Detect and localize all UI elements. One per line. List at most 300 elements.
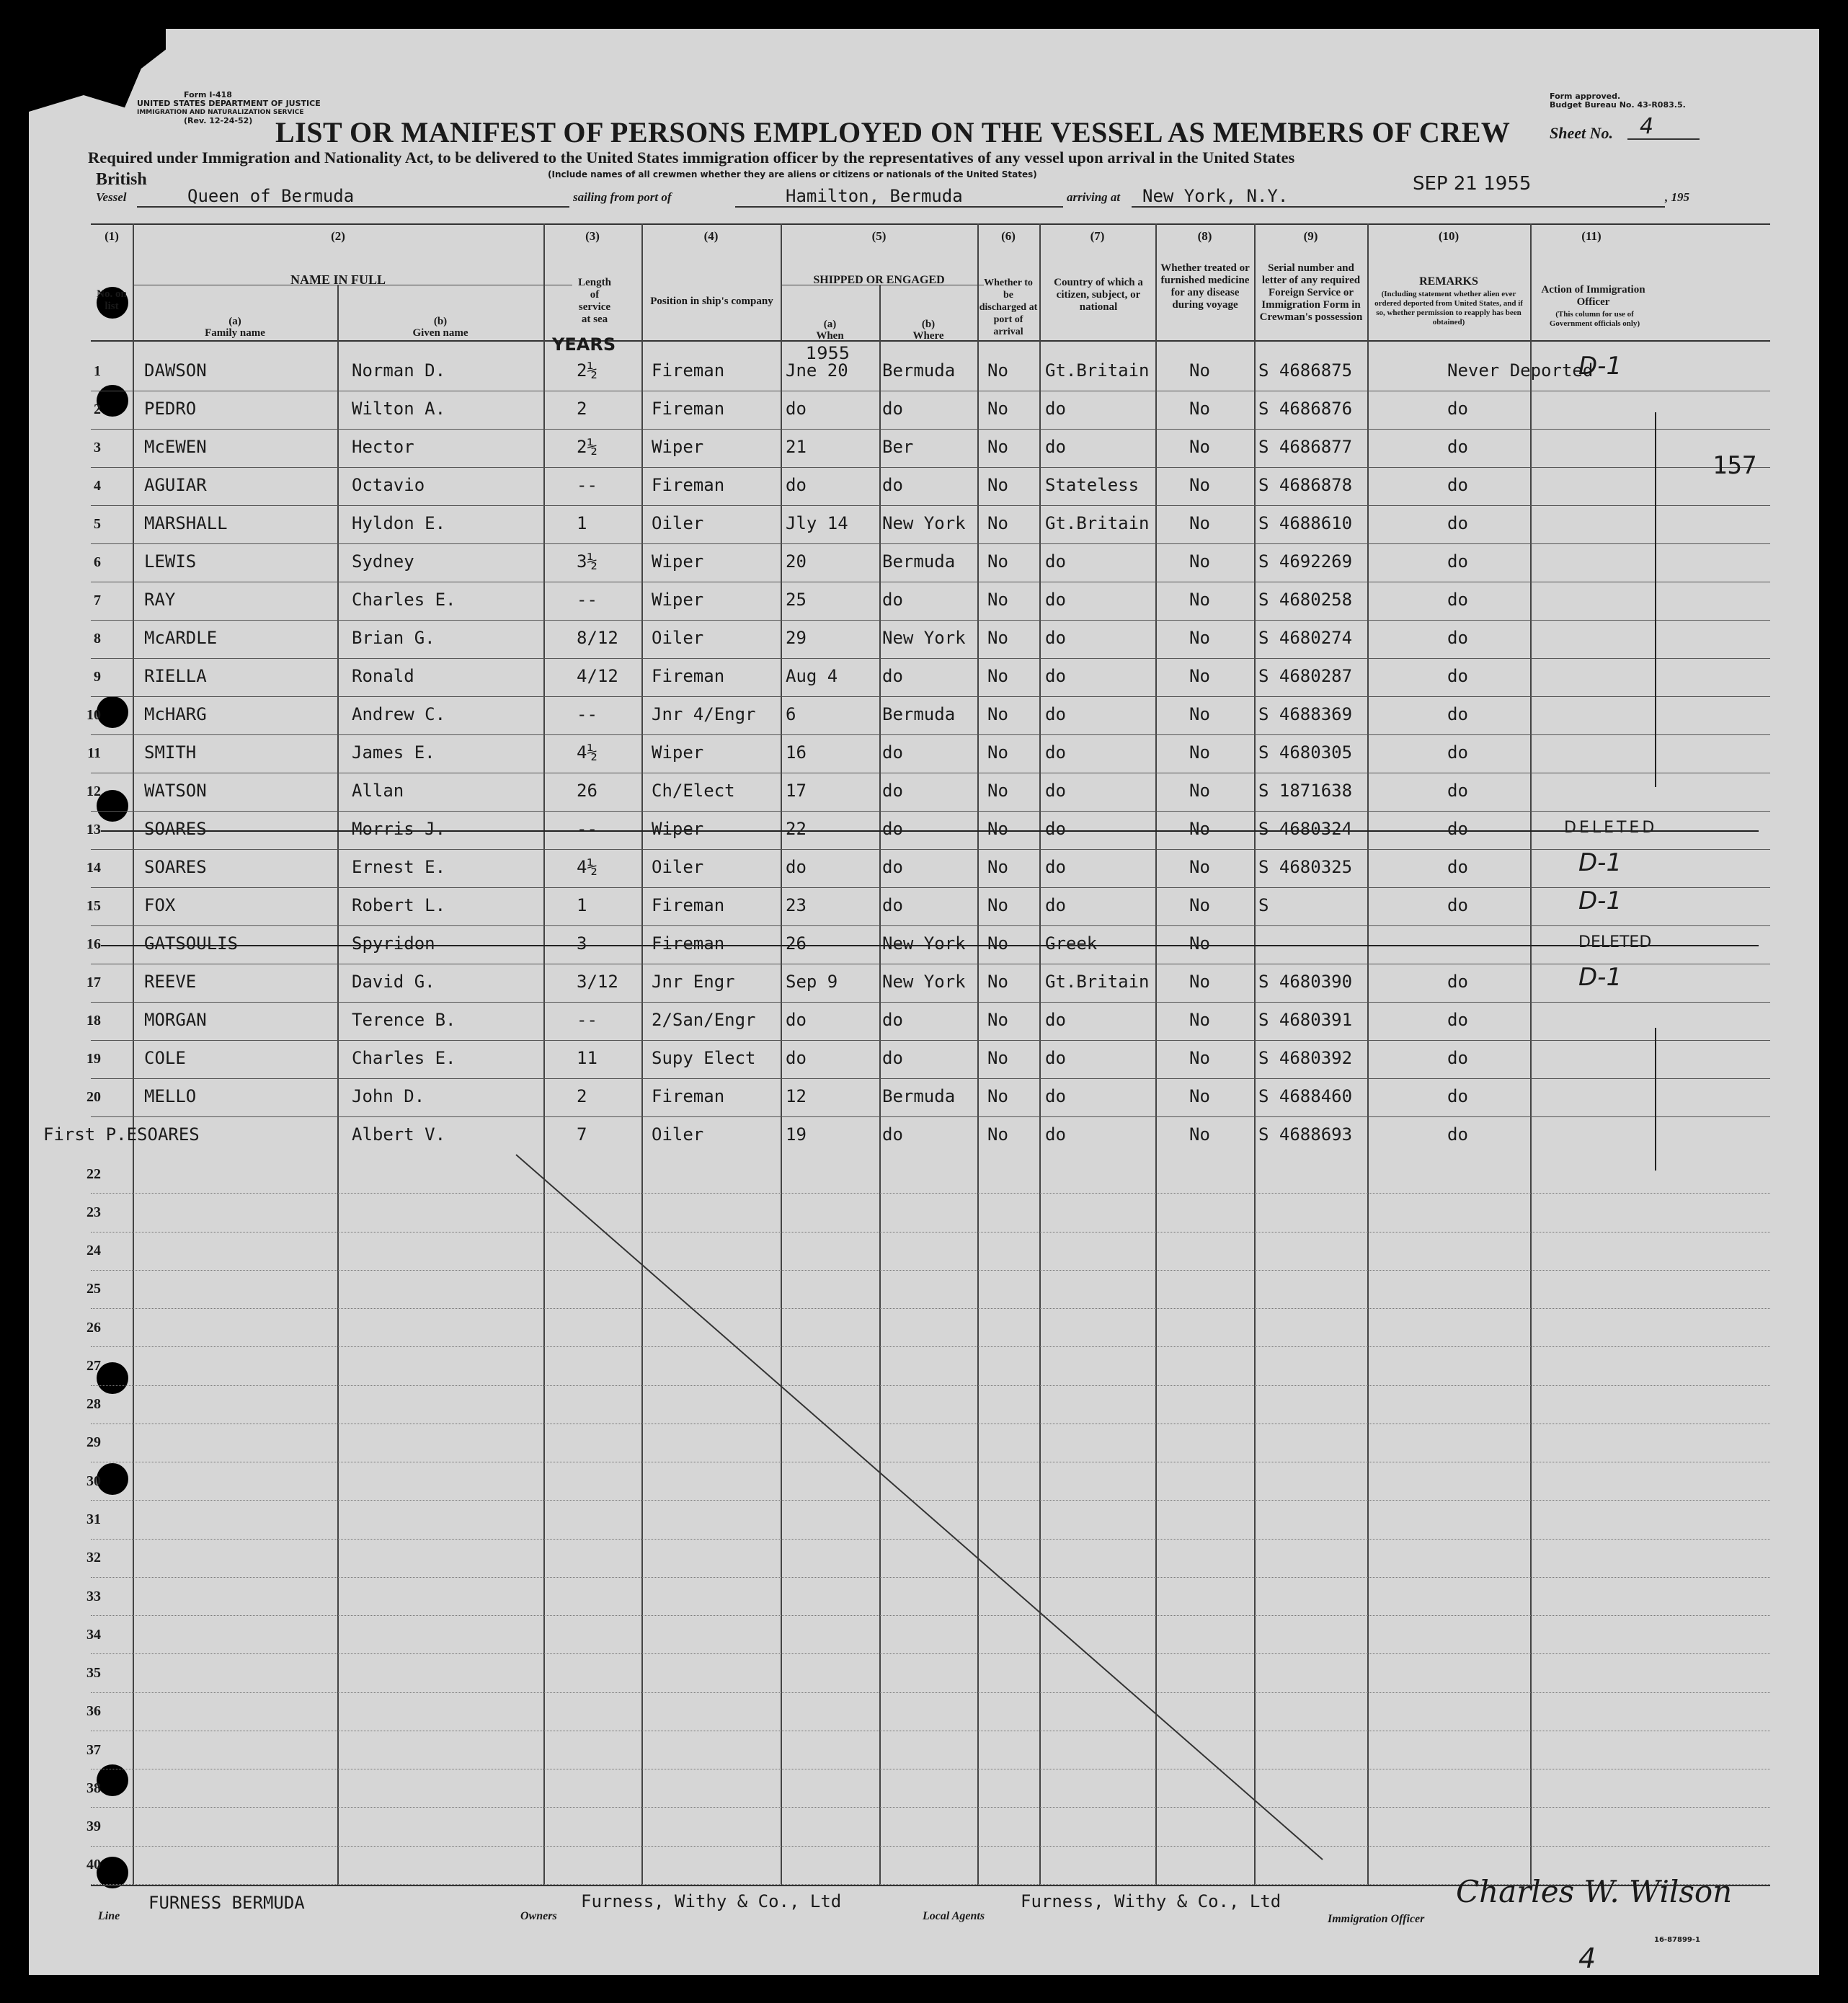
cell-position: Fireman — [652, 895, 725, 915]
cell-given: Robert L. — [352, 895, 446, 915]
cell-remarks: do — [1447, 1086, 1468, 1106]
officer-signature: Charles W. Wilson — [1456, 1874, 1733, 1909]
cell-when: 6 — [786, 704, 796, 724]
cell-discharged: No — [987, 475, 1008, 495]
cell-length: 2½ — [577, 437, 598, 457]
row-number: 35 — [86, 1665, 101, 1682]
cell-remarks: do — [1447, 628, 1468, 648]
cell-discharged: No — [987, 972, 1008, 992]
cell-given: Norman D. — [352, 360, 446, 381]
cell-remarks: do — [1447, 666, 1468, 686]
cell-position: Wiper — [652, 819, 704, 839]
cell-position: Oiler — [652, 857, 704, 877]
cell-position: Oiler — [652, 628, 704, 648]
cell-serial: S 4688610 — [1258, 513, 1353, 533]
budget-bureau: Budget Bureau No. 43-R083.5. — [1550, 100, 1686, 110]
header-action-note: (This column for use of Government officials only) — [1549, 310, 1640, 328]
row-number: 14 — [86, 860, 101, 876]
cell-given: Charles E. — [352, 590, 456, 610]
cell-serial: S — [1258, 895, 1269, 915]
row-number: 25 — [86, 1281, 101, 1297]
agents-value: Furness, Withy & Co., Ltd — [1021, 1891, 1281, 1911]
page-mark: 4 — [1578, 1942, 1596, 1974]
row-number: 15 — [86, 898, 101, 914]
row-number: 17 — [86, 974, 101, 990]
cell-treated: No — [1189, 857, 1210, 877]
cell-serial: S 4680305 — [1258, 742, 1353, 763]
header-shipped: SHIPPED OR ENGAGED — [813, 274, 945, 286]
cell-length: 3½ — [577, 551, 598, 572]
cell-discharged: No — [987, 1086, 1008, 1106]
row-number: 10 — [86, 707, 101, 723]
sailing-from: Hamilton, Bermuda — [786, 186, 963, 206]
cell-treated: No — [1189, 666, 1210, 686]
cell-remarks: do — [1447, 895, 1468, 915]
page-title: LIST OR MANIFEST OF PERSONS EMPLOYED ON THE VESSEL AS MEMBERS OF CREW — [275, 116, 1511, 148]
cell-country: Gt.Britain — [1045, 513, 1150, 533]
form-revision: (Rev. 12-24-52) — [184, 116, 253, 125]
cell-treated: No — [1189, 819, 1210, 839]
owners-label: Owners — [520, 1910, 557, 1922]
header-where: Where — [912, 330, 944, 342]
cell-when: 17 — [786, 781, 807, 801]
cell-country: Gt.Britain — [1045, 360, 1150, 381]
cell-discharged: No — [987, 437, 1008, 457]
cell-country: do — [1045, 1048, 1066, 1068]
cell-treated: No — [1189, 513, 1210, 533]
cell-when: 25 — [786, 590, 807, 610]
cell-treated: No — [1189, 972, 1210, 992]
row-number: 31 — [86, 1511, 101, 1527]
cell-treated: No — [1189, 399, 1210, 419]
cell-where: Bermuda — [882, 1086, 956, 1106]
service: IMMIGRATION AND NATURALIZATION SERVICE — [137, 109, 304, 116]
cell-treated: No — [1189, 475, 1210, 495]
cell-where: do — [882, 1048, 903, 1068]
header-action: Action of Immigration Officer — [1541, 284, 1645, 308]
printer-code: 16-87899-1 — [1654, 1936, 1700, 1944]
cell-length: -- — [577, 475, 598, 495]
cell-given: James E. — [352, 742, 435, 763]
sheet-number: 4 — [1640, 114, 1654, 139]
row-number: 8 — [94, 631, 101, 647]
cell-length: 11 — [577, 1048, 598, 1068]
header-when-year: 1955 — [806, 343, 850, 363]
cell-where: do — [882, 399, 903, 419]
cell-serial: S 4680325 — [1258, 857, 1353, 877]
cell-given: Hector — [352, 437, 414, 457]
cell-when: do — [786, 1048, 807, 1068]
cell-given: John D. — [352, 1086, 425, 1106]
cell-length: -- — [577, 590, 598, 610]
cell-action: D-1 — [1578, 887, 1622, 915]
cell-family: SOARES — [144, 857, 207, 877]
cell-remarks: do — [1447, 1010, 1468, 1030]
cell-where: Bermuda — [882, 551, 956, 572]
cell-position: Wiper — [652, 437, 704, 457]
row-number: 30 — [86, 1473, 101, 1489]
row-number: 32 — [86, 1550, 101, 1566]
cell-discharged: No — [987, 360, 1008, 381]
cell-family: FOX — [144, 895, 176, 915]
cell-treated: No — [1189, 590, 1210, 610]
cell-when: 23 — [786, 895, 807, 915]
cell-position: Fireman — [652, 475, 725, 495]
cell-given: Morris J. — [352, 819, 446, 839]
form-number: Form I-418 — [184, 90, 232, 99]
cell-position: Oiler — [652, 1124, 704, 1145]
cell-family: McEWEN — [144, 437, 207, 457]
cell-remarks: do — [1447, 972, 1468, 992]
cell-remarks: do — [1447, 513, 1468, 533]
cell-family: RIELLA — [144, 666, 207, 686]
cell-when: do — [786, 857, 807, 877]
cell-when: do — [786, 1010, 807, 1030]
cell-action: DELETED — [1564, 819, 1658, 837]
cell-position: Fireman — [652, 399, 725, 419]
cell-where: do — [882, 590, 903, 610]
cell-serial: S 4680287 — [1258, 666, 1353, 686]
cell-serial: S 1871638 — [1258, 781, 1353, 801]
cell-when: do — [786, 475, 807, 495]
cell-where: New York — [882, 513, 966, 533]
cell-where: Bermuda — [882, 704, 956, 724]
cell-country: do — [1045, 437, 1066, 457]
cell-treated: No — [1189, 360, 1210, 381]
cell-country: do — [1045, 819, 1066, 839]
cell-country: do — [1045, 704, 1066, 724]
cell-when: 20 — [786, 551, 807, 572]
cell-when: 29 — [786, 628, 807, 648]
cell-given: David G. — [352, 972, 435, 992]
header-remarks: REMARKS — [1419, 275, 1478, 288]
cell-country: do — [1045, 628, 1066, 648]
cell-length: 2 — [577, 1086, 587, 1106]
row-number: 5 — [94, 516, 101, 532]
cell-length: 1 — [577, 895, 587, 915]
cell-length: 2 — [577, 399, 587, 419]
cell-given: Ronald — [352, 666, 414, 686]
cell-discharged: No — [987, 857, 1008, 877]
cell-discharged: No — [987, 1010, 1008, 1030]
col-num: (7) — [1090, 229, 1105, 243]
cell-when: 21 — [786, 437, 807, 457]
cell-where: do — [882, 742, 903, 763]
cell-length: 3/12 — [577, 972, 618, 992]
header-when-a: (a) — [823, 319, 837, 330]
cell-serial: S 4688693 — [1258, 1124, 1353, 1145]
cell-discharged: No — [987, 1124, 1008, 1145]
cell-family: LEWIS — [144, 551, 197, 572]
col-num: (11) — [1581, 229, 1602, 243]
cell-length: 8/12 — [577, 628, 618, 648]
cell-when: Sep 9 — [786, 972, 838, 992]
cell-given: Charles E. — [352, 1048, 456, 1068]
cell-when: Jly 14 — [786, 513, 848, 533]
cell-treated: No — [1189, 704, 1210, 724]
row-number: 29 — [86, 1434, 101, 1451]
cell-remarks: Never Deported — [1447, 360, 1594, 381]
cell-length: -- — [577, 704, 598, 724]
cell-where: do — [882, 475, 903, 495]
row-number: 4 — [94, 478, 101, 494]
cell-serial: S 4688460 — [1258, 1086, 1353, 1106]
cell-treated: No — [1189, 933, 1210, 954]
row-number: 26 — [86, 1319, 101, 1336]
cell-where: New York — [882, 628, 966, 648]
cell-where: Ber — [882, 437, 914, 457]
row-number: 40 — [86, 1857, 101, 1873]
row-number: 2 — [94, 401, 101, 417]
row-number: 9 — [94, 669, 101, 685]
year-suffix: , 195 — [1665, 190, 1689, 204]
owners-value: Furness, Withy & Co., Ltd — [581, 1891, 842, 1911]
cell-family: WATSON — [144, 781, 207, 801]
cell-remarks: do — [1447, 819, 1468, 839]
header-family-a: (a) — [228, 316, 241, 327]
cell-length: -- — [577, 819, 598, 839]
cell-when: Aug 4 — [786, 666, 838, 686]
cell-given: Brian G. — [352, 628, 435, 648]
row-number: 22 — [86, 1165, 101, 1182]
cell-country: do — [1045, 1086, 1066, 1106]
cell-action: DELETED — [1578, 933, 1652, 951]
row-number: 39 — [86, 1818, 101, 1835]
cell-where: do — [882, 819, 903, 839]
cell-remarks: do — [1447, 742, 1468, 763]
cell-position: Fireman — [652, 1086, 725, 1106]
cell-length: 3 — [577, 933, 587, 954]
cell-treated: No — [1189, 895, 1210, 915]
row-number: 36 — [86, 1703, 101, 1720]
cell-family: DAWSON — [144, 360, 207, 381]
cell-discharged: No — [987, 628, 1008, 648]
cell-given: Albert V. — [352, 1124, 446, 1145]
header-family-name: Family name — [205, 327, 265, 339]
cell-given: Spyridon — [352, 933, 435, 954]
header-no-on-list: No. on list — [97, 288, 127, 312]
cell-country: do — [1045, 551, 1066, 572]
cell-discharged: No — [987, 399, 1008, 419]
cell-given: Sydney — [352, 551, 414, 572]
header-years: YEARS — [552, 334, 616, 355]
header-when: When — [816, 330, 844, 342]
header-position: Position in ship's company — [650, 296, 773, 307]
sheet-label: Sheet No. — [1550, 124, 1613, 142]
cell-position: Fireman — [652, 666, 725, 686]
cell-country: do — [1045, 1124, 1066, 1145]
cell-given: Octavio — [352, 475, 425, 495]
cell-family: McHARG — [144, 704, 207, 724]
cell-treated: No — [1189, 551, 1210, 572]
row-number: 20 — [86, 1089, 101, 1105]
cell-serial: S 4680390 — [1258, 972, 1353, 992]
cell-family: MORGAN — [144, 1010, 207, 1030]
row-number: 27 — [86, 1357, 101, 1374]
cell-position: Ch/Elect — [652, 781, 735, 801]
cell-country: do — [1045, 742, 1066, 763]
department: UNITED STATES DEPARTMENT OF JUSTICE — [137, 99, 321, 108]
cell-family: COLE — [144, 1048, 186, 1068]
cell-where: New York — [882, 933, 966, 954]
cell-length: -- — [577, 1010, 598, 1030]
col-num: (9) — [1303, 229, 1318, 243]
row-number: 11 — [87, 745, 101, 761]
cell-given: Ernest E. — [352, 857, 446, 877]
col-num: (3) — [585, 229, 600, 243]
cell-length: 4½ — [577, 857, 598, 877]
cell-discharged: No — [987, 704, 1008, 724]
cell-country: do — [1045, 666, 1066, 686]
cell-position: Wiper — [652, 742, 704, 763]
cell-discharged: No — [987, 1048, 1008, 1068]
cell-length: 26 — [577, 781, 598, 801]
cell-when: 16 — [786, 742, 807, 763]
margin-note: 157 — [1712, 451, 1757, 480]
cell-when: 22 — [786, 819, 807, 839]
vessel-flag: British — [96, 170, 147, 189]
col-num: (5) — [871, 229, 887, 243]
row-number: 12 — [86, 783, 101, 799]
cell-position: Oiler — [652, 513, 704, 533]
row-number: 23 — [86, 1204, 101, 1220]
col-num: (4) — [703, 229, 719, 243]
cell-where: do — [882, 895, 903, 915]
cell-treated: No — [1189, 628, 1210, 648]
row-number: 1 — [94, 363, 101, 379]
header-remarks-note: (Including statement whether alien ever ordered deported from United States, and if so, whether permission to reapply has been obtained) — [1374, 290, 1523, 327]
row-number: 16 — [86, 936, 101, 952]
cell-family: AGUIAR — [144, 475, 207, 495]
cell-serial: S 4686875 — [1258, 360, 1353, 381]
required-statement: Required under Immigration and Nationality Act, to be delivered to the United States immigration officer by the representatives of any vessel upon arrival in the United States — [88, 148, 1295, 166]
officer-label: Immigration Officer — [1328, 1913, 1425, 1925]
header-discharged: Whether to be discharged at port of arrival — [979, 277, 1038, 337]
cell-remarks: do — [1447, 399, 1468, 419]
cell-serial: S 4686877 — [1258, 437, 1353, 457]
cell-remarks: do — [1447, 551, 1468, 572]
cell-when: 26 — [786, 933, 807, 954]
cell-country: Greek — [1045, 933, 1098, 954]
cell-discharged: No — [987, 513, 1008, 533]
cell-serial: S 4692269 — [1258, 551, 1353, 572]
line-value: FURNESS BERMUDA — [148, 1893, 305, 1913]
cell-treated: No — [1189, 437, 1210, 457]
cell-family: SMITH — [144, 742, 197, 763]
header-serial: Serial number and letter of any required Foreign Service or Immigration Form in Crewman's possession — [1259, 262, 1363, 323]
arriving-label: arriving at — [1067, 190, 1121, 204]
cell-where: do — [882, 1010, 903, 1030]
cell-where: Bermuda — [882, 360, 956, 381]
cancel-line — [29, 29, 1819, 1975]
vessel-name: Queen of Bermuda — [187, 186, 355, 206]
cell-discharged: No — [987, 895, 1008, 915]
cell-position: Wiper — [652, 590, 704, 610]
cell-discharged: No — [987, 819, 1008, 839]
cell-serial: S 4680391 — [1258, 1010, 1353, 1030]
cell-remarks: do — [1447, 781, 1468, 801]
cell-length: 4½ — [577, 742, 598, 763]
cell-country: do — [1045, 895, 1066, 915]
form-approved: Form approved. — [1550, 92, 1621, 101]
cell-serial: S 4688369 — [1258, 704, 1353, 724]
cell-discharged: No — [987, 590, 1008, 610]
col-num: (2) — [331, 229, 345, 243]
cell-when: 12 — [786, 1086, 807, 1106]
cell-remarks: do — [1447, 857, 1468, 877]
cell-action: D-1 — [1578, 848, 1622, 877]
cell-remarks: do — [1447, 704, 1468, 724]
col-num: (8) — [1197, 229, 1212, 243]
cell-remarks: do — [1447, 437, 1468, 457]
row-number: 19 — [86, 1051, 101, 1067]
cell-family: PEDRO — [144, 399, 197, 419]
header-where-b: (b) — [921, 319, 936, 330]
cell-position: Jnr 4/Engr — [652, 704, 756, 724]
line-label: Line — [98, 1910, 120, 1922]
col-num: (1) — [105, 229, 119, 243]
include-note: (Include names of all crewmen whether they are aliens or citizens or nationals of the United States) — [548, 169, 1037, 179]
cell-country: Gt.Britain — [1045, 972, 1150, 992]
cell-position: Wiper — [652, 551, 704, 572]
row-number: 37 — [86, 1741, 101, 1758]
cell-serial: S 4680274 — [1258, 628, 1353, 648]
cell-given: Wilton A. — [352, 399, 446, 419]
cell-country: do — [1045, 857, 1066, 877]
cell-country: Stateless — [1045, 475, 1140, 495]
cell-discharged: No — [987, 933, 1008, 954]
cell-family: RAY — [144, 590, 176, 610]
row-number: 18 — [86, 1013, 101, 1029]
row-number: 7 — [94, 592, 101, 608]
cell-country: do — [1045, 399, 1066, 419]
manifest-page — [29, 29, 1819, 1975]
vessel-label: Vessel — [96, 190, 127, 204]
row-number: 24 — [86, 1243, 101, 1259]
cell-family: SOARES — [144, 819, 207, 839]
row-number: 13 — [86, 822, 101, 838]
cell-treated: No — [1189, 1048, 1210, 1068]
cell-where: do — [882, 857, 903, 877]
cell-country: do — [1045, 1010, 1066, 1030]
cell-where: do — [882, 666, 903, 686]
cell-family: MARSHALL — [144, 513, 228, 533]
header-given-b: (b) — [433, 316, 448, 327]
cell-serial: S 4680392 — [1258, 1048, 1353, 1068]
cell-remarks: do — [1447, 590, 1468, 610]
cell-where: New York — [882, 972, 966, 992]
cell-treated: No — [1189, 781, 1210, 801]
cell-family: First P.ESOARES — [43, 1124, 200, 1145]
row-number: 6 — [94, 554, 101, 570]
cell-remarks: do — [1447, 1124, 1468, 1145]
cell-treated: No — [1189, 742, 1210, 763]
cell-discharged: No — [987, 551, 1008, 572]
header-treated: Whether treated or furnished medicine for any disease during voyage — [1160, 262, 1250, 311]
row-number: 3 — [94, 440, 101, 456]
cell-when: 19 — [786, 1124, 807, 1145]
cell-serial: S 4686876 — [1258, 399, 1353, 419]
cell-discharged: No — [987, 781, 1008, 801]
row-number: 33 — [86, 1588, 101, 1604]
cell-discharged: No — [987, 742, 1008, 763]
cell-serial: S 4680324 — [1258, 819, 1353, 839]
cell-given: Andrew C. — [352, 704, 446, 724]
cell-family: GATSOULIS — [144, 933, 239, 954]
cell-given: Allan — [352, 781, 404, 801]
cell-position: Fireman — [652, 933, 725, 954]
row-number: 28 — [86, 1396, 101, 1413]
